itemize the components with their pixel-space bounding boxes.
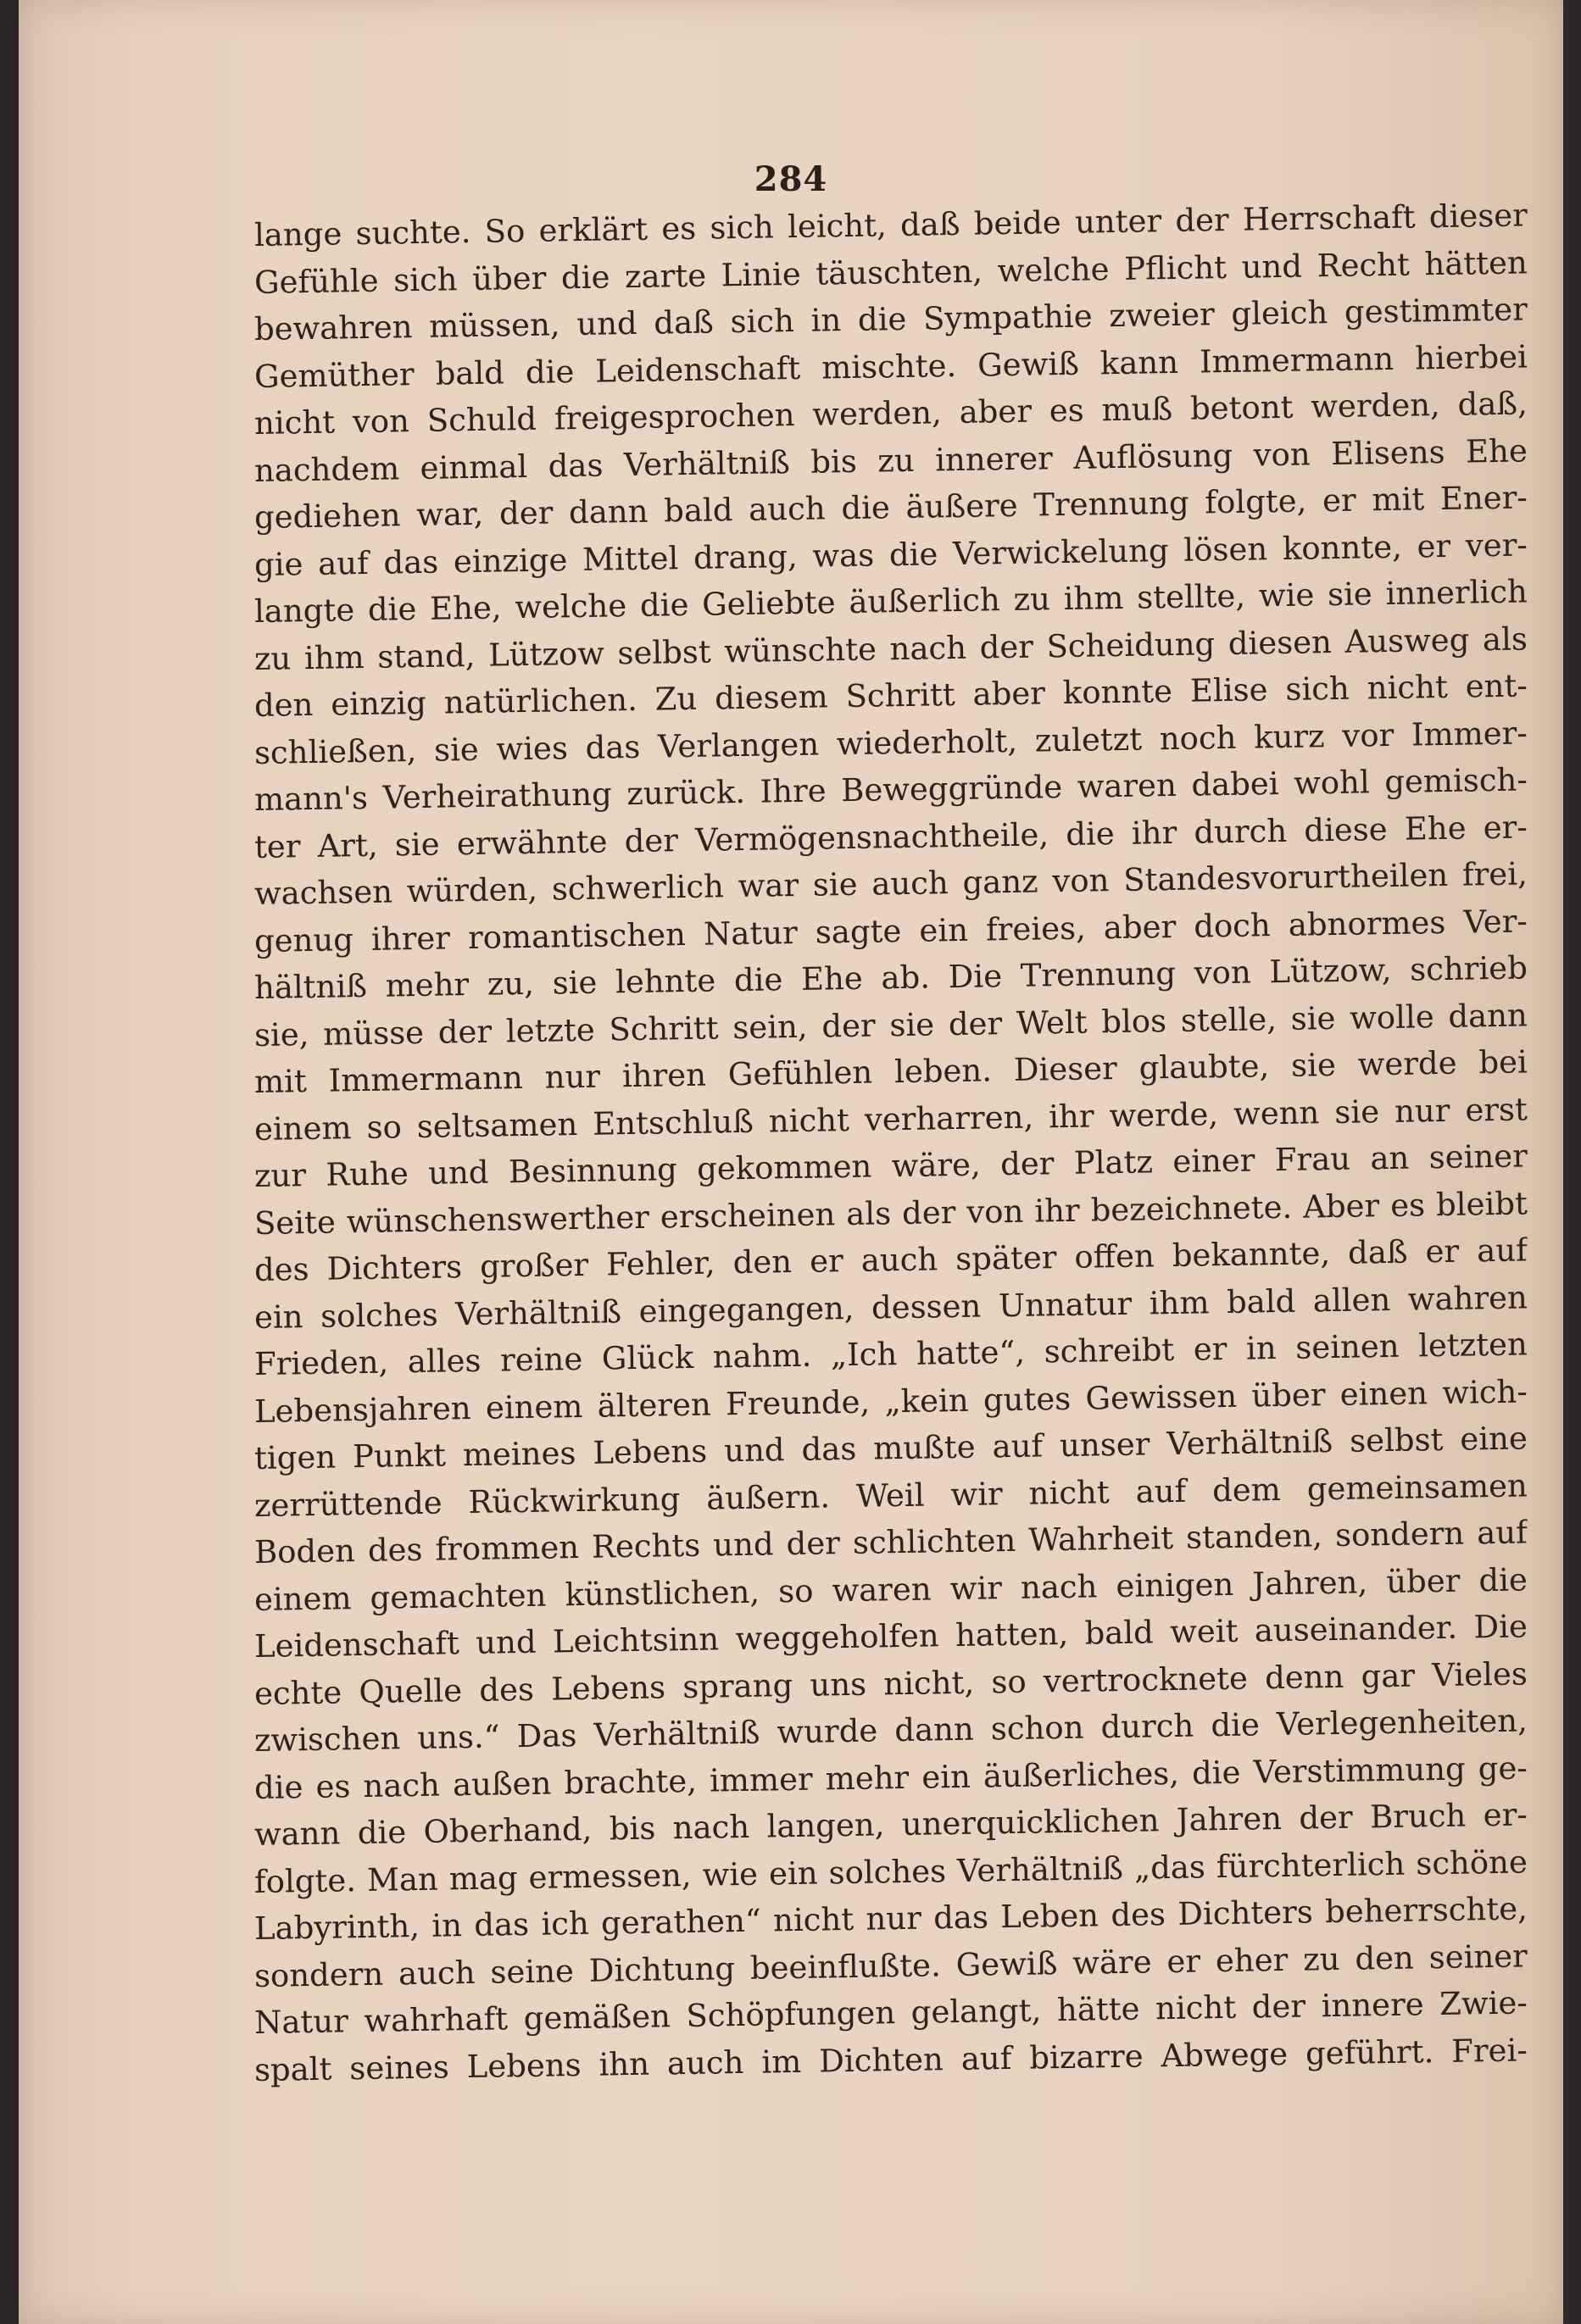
text-line: Leidenschaft und Leichtsinn weggeholfen hatten, bald weit auseinander. Die: [253, 1608, 1528, 1665]
text-line: Gefühle sich über die zarte Linie täuschten, welche Pflicht und Recht hätten: [253, 243, 1528, 301]
text-line: wachsen würden, schwerlich war sie auch ganz von Standesvorurtheilen frei,: [253, 855, 1528, 912]
text-line: den einzig natürlichen. Zu diesem Schritt aber konnte Elise sich nicht ent-: [253, 667, 1528, 724]
text-line: zerrüttende Rückwirkung äußern. Weil wir nicht auf dem gemeinsamen: [253, 1466, 1528, 1524]
text-line: ter Art, sie erwähnte der Vermögensnachtheile, die ihr durch diese Ehe er-: [253, 808, 1528, 865]
text-line: Gemüther bald die Leidenschaft mischte. Gewiß kann Immermann hierbei: [253, 337, 1528, 395]
page-edge: [1563, 0, 1568, 2324]
text-line: Natur wahrhaft gemäßen Schöpfungen gelangt, hätte nicht der innere Zwie-: [253, 1984, 1528, 2041]
text-line: gie auf das einzige Mittel drang, was die Verwickelung lösen konnte, er ver-: [253, 525, 1528, 583]
text-line: genug ihrer romantischen Natur sagte ein freies, aber doch abnormes Ver-: [253, 902, 1528, 959]
text-line: zwischen uns.“ Das Verhältniß wurde dann schon durch die Verlegenheiten,: [253, 1702, 1528, 1759]
text-line: sondern auch seine Dichtung beeinflußte. Gewiß wäre er eher zu den seiner: [253, 1937, 1528, 1994]
text-line: nicht von Schuld freigesprochen werden, aber es muß betont werden, daß,: [253, 385, 1528, 442]
text-line: mit Immermann nur ihren Gefühlen leben. Dieser glaubte, sie werde bei: [253, 1043, 1528, 1100]
text-line: Frieden, alles reine Glück nahm. „Ich hatte“, schreibt er in seinen letzten: [253, 1326, 1528, 1382]
text-line: schließen, sie wies das Verlangen wiederholt, zuletzt noch kurz vor Immer-: [253, 714, 1528, 771]
text-line: die es nach außen brachte, immer mehr ein äußerliches, die Verstimmung ge-: [253, 1749, 1528, 1806]
text-line: lange suchte. So erklärt es sich leicht, daß beide unter der Herrschaft dieser: [253, 197, 1528, 253]
text-line: hältniß mehr zu, sie lehnte die Ehe ab. Die Trennung von Lützow, schrieb: [253, 949, 1528, 1006]
text-line: wann die Oberhand, bis nach langen, unerquicklichen Jahren der Bruch er-: [253, 1796, 1528, 1853]
text-line: mann's Verheirathung zurück. Ihre Beweggründe waren dabei wohl gemisch-: [253, 761, 1528, 818]
text-line: des Dichters großer Fehler, den er auch später offen bekannte, daß er auf: [253, 1231, 1528, 1288]
text-line: Boden des frommen Rechts und der schlichten Wahrheit standen, sondern auf: [253, 1514, 1528, 1571]
book-page: [19, 0, 1563, 2324]
text-line: echte Quelle des Lebens sprang uns nicht, so vertrocknete denn gar Vieles: [253, 1654, 1528, 1712]
text-line: Lebensjahren einem älteren Freunde, „kein gutes Gewissen über einen wich-: [253, 1372, 1528, 1430]
text-line: einem gemachten künstlichen, so waren wir nach einigen Jahren, über die: [253, 1560, 1528, 1618]
text-line: sie, müsse der letzte Schritt sein, der sie der Welt blos stelle, sie wolle dann: [253, 996, 1528, 1054]
text-line: einem so seltsamen Entschluß nicht verharren, ihr werde, wenn sie nur erst: [253, 1090, 1528, 1148]
text-line: zu ihm stand, Lützow selbst wünschte nach der Scheidung diesen Ausweg als: [253, 620, 1528, 677]
text-line: bewahren müssen, und daß sich in die Sympathie zweier gleich gestimmter: [253, 291, 1528, 347]
page-number: 284: [754, 159, 828, 199]
text-line: tigen Punkt meines Lebens und das mußte auf unser Verhältniß selbst eine: [253, 1420, 1528, 1476]
text-line: nachdem einmal das Verhältniß bis zu innerer Auflösung von Elisens Ehe: [253, 431, 1528, 489]
text-line: gediehen war, der dann bald auch die äußere Trennung folgte, er mit Ener-: [253, 479, 1528, 536]
text-line: Labyrinth, in das ich gerathen“ nicht nur das Leben des Dichters beherrschte,: [253, 1890, 1528, 1947]
text-line: langte die Ehe, welche die Geliebte äußerlich zu ihm stellte, wie sie innerlich: [253, 573, 1528, 630]
text-line: folgte. Man mag ermessen, wie ein solches Verhältniß „das fürchterlich schöne: [253, 1843, 1528, 1900]
text-line: Seite wünschenswerther erscheinen als der von ihr bezeichnete. Aber es bleibt: [253, 1184, 1528, 1242]
text-line: spalt seines Lebens ihn auch im Dichten auf bizarre Abwege geführt. Frei-: [253, 2031, 1528, 2088]
text-line: zur Ruhe und Besinnung gekommen wäre, der Platz einer Frau an seiner: [253, 1137, 1528, 1194]
body-text: [253, 197, 1528, 2093]
text-line: ein solches Verhältniß eingegangen, dessen Unnatur ihm bald allen wahren: [253, 1278, 1528, 1336]
